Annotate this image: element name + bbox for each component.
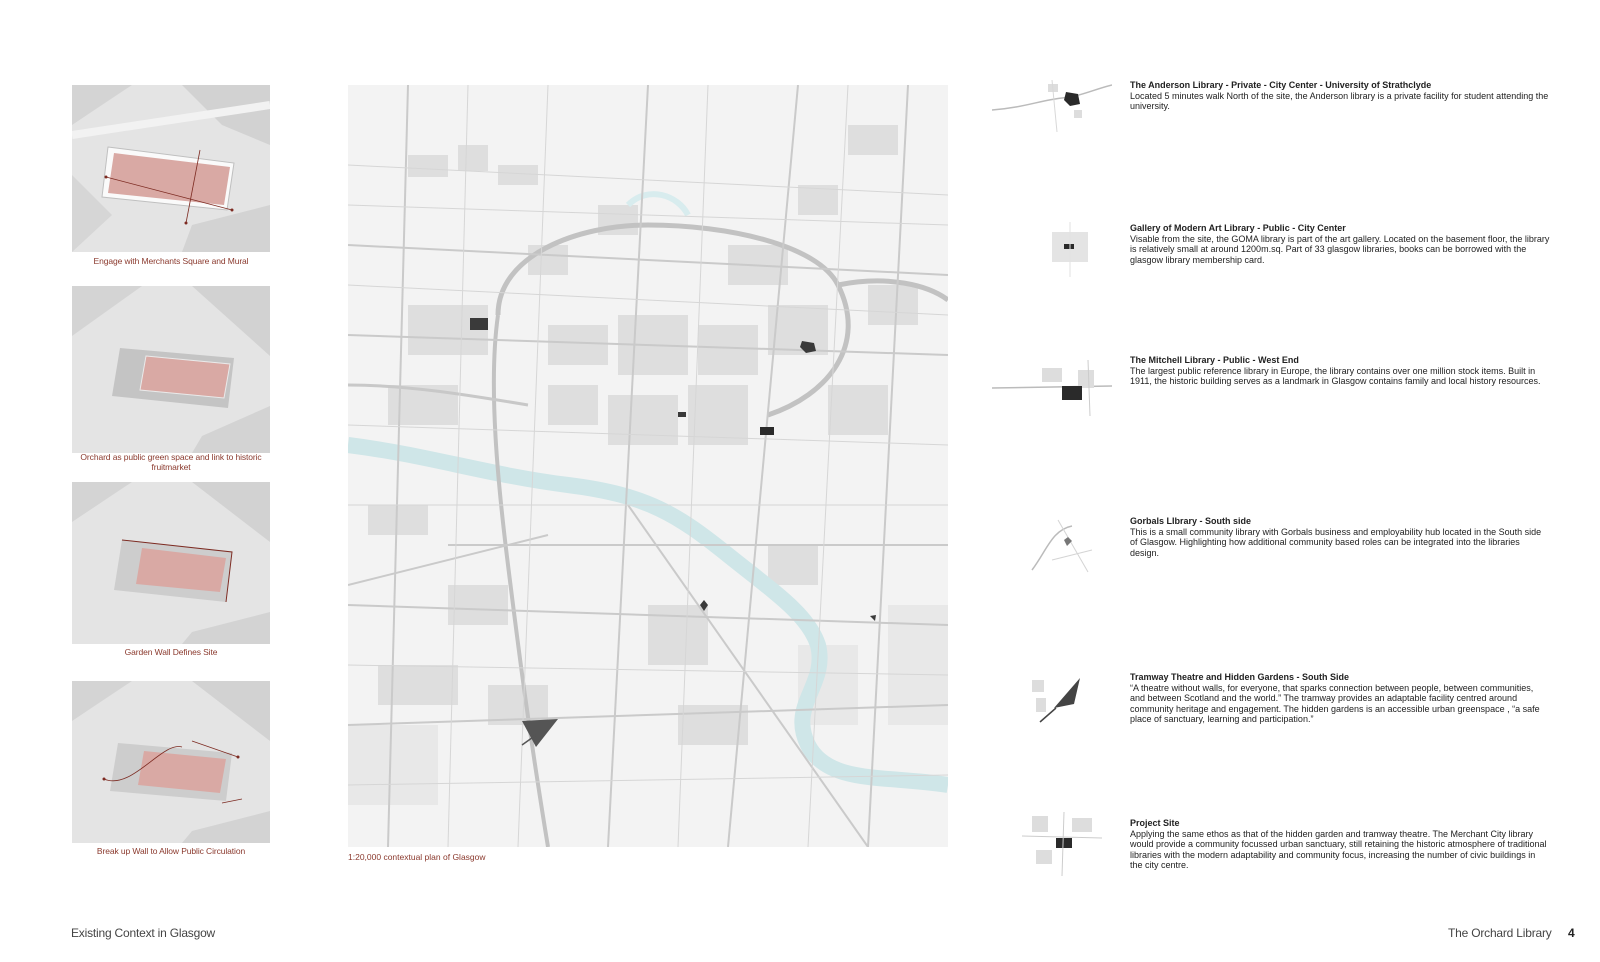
footer-document-title: The Orchard Library [1448,926,1552,940]
library-title: Tramway Theatre and Hidden Gardens - South Side [1130,672,1350,682]
diagram-caption-3: Garden Wall Defines Site [124,647,218,657]
library-description: Visable from the site, the GOMA library is part of the art gallery. Located on the basement floor, the library is relatively small at around 1200m.sq. Part of 33 glasgow libraries, books can be borrowed with the glasgow library membership card. [1130,233,1550,265]
diagram-caption-1: Engage with Merchants Square and Mural [93,256,249,266]
diagram-caption-4: Break up Wall to Allow Public Circulation [96,846,246,856]
site-diagram-1 [72,85,270,252]
library-description: Located 5 minutes walk North of the site, the Anderson library is a private facility for student attending the university. [1130,90,1549,111]
gorbals-library-thumbnail [992,510,1112,580]
library-title: Gallery of Modern Art Library - Public - City Center [1130,223,1346,233]
mitchell-library-thumbnail [992,350,1112,420]
project-site-thumbnail [992,808,1112,878]
library-title: Gorbals LIbrary - South side [1130,516,1252,526]
diagram-caption-2: Orchard as public green space and link to historic fruitmarket [80,452,262,472]
library-title: Project Site [1130,818,1180,828]
library-entry-tramway [1130,672,1550,725]
site-diagram-2 [72,286,270,453]
library-description: This is a small community library with Gorbals business and employability hub located in the South side of Glasgow. Highlighting how additional community based roles can be integrated into the libraries design. [1130,526,1542,558]
site-diagram-3 [72,482,270,644]
library-entry-anderson [1130,80,1550,112]
library-description: “A theatre without walls, for everyone, that sparks connection between people, between communities, and between Scotland and the world.” The tramway provides an adaptable facility centred around community heritage and engagement. The hidden gardens is an accessible urban greenspace , “a safe place of sanctuary, learning and participation.” [1130,682,1540,724]
map-caption: 1:20,000 contextual plan of Glasgow [348,852,486,862]
library-title: The Mitchell Library - Public - West End [1130,355,1299,365]
library-title: The Anderson Library - Private - City Center - University of Strathclyde [1130,80,1432,90]
goma-library-thumbnail [992,212,1112,282]
library-entry-gorbals [1130,516,1550,558]
tramway-theatre-thumbnail [992,666,1112,736]
glasgow-context-map [348,85,948,847]
library-entry-mitchell [1130,355,1550,387]
site-diagram-4 [72,681,270,843]
library-entry-goma [1130,223,1550,265]
page-number: 4 [1568,926,1575,940]
library-description: The largest public reference library in Europe, the library contains over one million stock items. Built in 1911, the historic building serves as a landmark in Glasgow contains family and local history resources. [1130,365,1541,386]
footer-section-title: Existing Context in Glasgow [71,926,216,940]
library-entry-project-site [1130,818,1550,871]
anderson-library-thumbnail [992,70,1112,140]
library-description: Applying the same ethos as that of the hidden garden and tramway theatre. The Merchant City library would provide a community focussed urban sanctuary, still retaining the historic atmosphere of traditional libraries with the modern adaptability and community focus, increasing the number of civic buildings in the city centre. [1130,828,1547,870]
